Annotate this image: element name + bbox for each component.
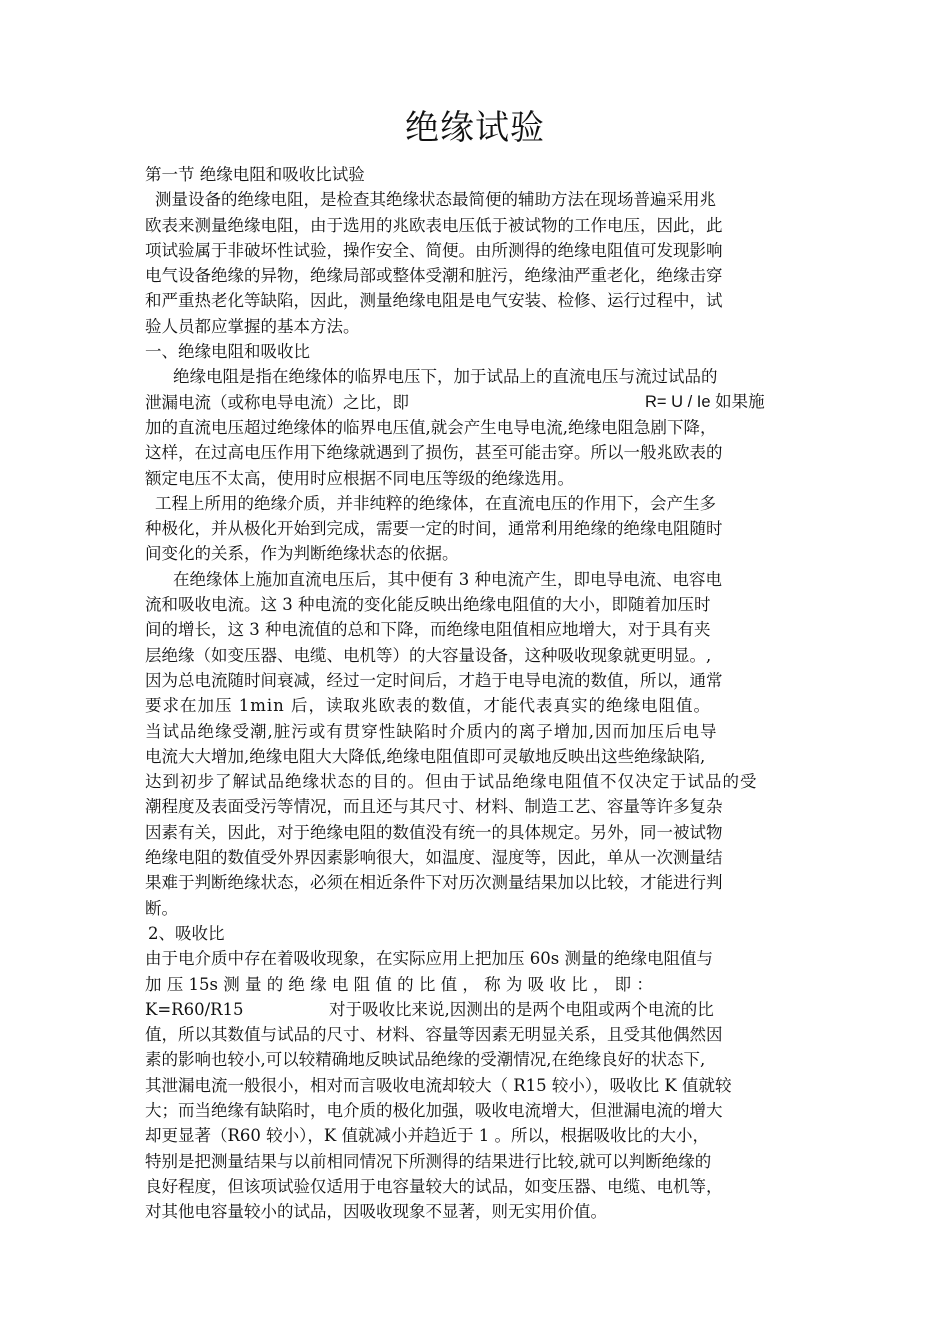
paragraph-line: 层绝缘（如变压器、电缆、电机等）的大容量设备，这种吸收现象就更明显。, [145,645,712,665]
section-heading: 第一节 绝缘电阻和吸收比试验 [145,165,365,184]
paragraph-line: 值，所以其数值与试品的尺寸、材料、容量等因素无明显关系，且受其他偶然因 [145,1025,723,1045]
paragraph-line: 间变化的关系，作为判断绝缘状态的依据。 [145,544,459,564]
paragraph-line: 绝缘电阻的数值受外界因素影响很大，如温度、湿度等，因此，单从一次测量结 [145,848,723,868]
paragraph-line: 却更显著（R60 较小），K 值就减小并趋近于 1 。所以，根据吸收比的大小， [145,1126,709,1146]
paragraph-line: 因为总电流随时间衰减，经过一定时间后，才趋于电导电流的数值，所以，通常 [145,670,723,690]
subsection-heading: 一、绝缘电阻和吸收比 [145,342,310,362]
paragraph-line: 大；而当绝缘有缺陷时，电介质的极化加强，吸收电流增大，但泄漏电流的增大 [145,1100,723,1120]
paragraph-line: 验人员都应掌握的基本方法。 [145,316,360,336]
formula-line [145,390,815,415]
paragraph-line: 由于电介质中存在着吸收现象，在实际应用上把加压 60s 测量的绝缘电阻值与 [145,949,713,969]
paragraph-line: 工程上所用的绝缘介质，并非纯粹的绝缘体，在直流电压的作用下，会产生多 [155,493,716,513]
document-body [145,162,815,1224]
formula-line [145,997,815,1022]
paragraph-line: 特别是把测量结果与以前相同情况下所测得的结果进行比较,就可以判断绝缘的 [145,1151,712,1171]
paragraph-line: 电气设备绝缘的异物，绝缘局部或整体受潮和脏污，绝缘油严重老化，绝缘击穿 [145,266,723,286]
absorption-ratio-formula: K=R60/R15 [145,999,244,1019]
formula-lead-text: 泄漏电流（或称电导电流）之比，即 [145,392,409,412]
paragraph-line: 要求在加压 1min 后，读取兆欧表的数值，才能代表真实的绝缘电阻值。 [145,696,712,716]
paragraph-line: 间的增长，这 3 种电流值的总和下降，而绝缘电阻值相应地增大，对于具有夹 [145,620,711,640]
paragraph-line: 其泄漏电流一般很小，相对而言吸收电流却较大（ R15 较小），吸收比 K 值就较 [145,1075,732,1095]
paragraph-line: 测量设备的绝缘电阻，是检查其绝缘状态最简便的辅助方法在现场普遍采用兆 [155,190,716,210]
paragraph-line: 这样，在过高电压作用下绝缘就遇到了损伤，甚至可能击穿。所以一般兆欧表的 [145,443,723,463]
paragraph-line: 因素有关，因此，对于绝缘电阻的数值没有统一的具体规定。另外，同一被试物 [145,822,723,842]
paragraph-line: 项试验属于非破坏性试验，操作安全、简便。由所测得的绝缘电阻值可发现影响 [145,240,723,260]
paragraph-line: 果难于判断绝缘状态，必须在相近条件下对历次测量结果加以比较，才能进行判 [145,873,723,893]
paragraph-line: 种极化，并从极化开始到完成，需要一定的时间，通常利用绝缘的绝缘电阻随时 [145,519,723,539]
paragraph-line: 电流大大增加,绝缘电阻大大降低,绝缘电阻值即可灵敏地反映出这些绝缘缺陷, [145,746,706,766]
paragraph-line: 素的影响也较小,可以较精确地反映试品绝缘的受潮情况,在绝缘良好的状态下, [145,1050,706,1070]
paragraph-line-tail: 对于吸收比来说,因测出的是两个电阻或两个电流的比 [329,999,714,1019]
subsection-heading: 2、吸收比 [148,923,225,943]
paragraph-line: 当试品绝缘受潮,脏污或有贯穿性缺陷时介质内的离子增加,因而加压后电导 [145,721,718,741]
paragraph-line: 达到初步了解试品绝缘状态的目的。但由于试品绝缘电阻值不仅决定于试品的受 [145,772,758,792]
resistance-formula: R= U / Ie 如果施 [645,392,765,411]
document-title: 绝缘试验 [405,108,545,148]
paragraph-line: 额定电压不太高，使用时应根据不同电压等级的绝缘选用。 [145,468,574,488]
paragraph-line: 绝缘电阻是指在绝缘体的临界电压下，加于试品上的直流电压与流过试品的 [173,367,718,387]
paragraph-line: 欧表来测量绝缘电阻，由于选用的兆欧表电压低于被试物的工作电压，因此，此 [145,215,723,235]
paragraph-line: 潮程度及表面受污等情况，而且还与其尺寸、材料、制造工艺、容量等许多复杂 [145,797,723,817]
paragraph-line: 断。 [145,898,178,918]
paragraph-line: 加的直流电压超过绝缘体的临界电压值,就会产生电导电流,绝缘电阻急剧下降， [145,417,717,437]
paragraph-line: 流和吸收电流。这 3 种电流的变化能反映出绝缘电阻值的大小，即随着加压时 [145,595,711,615]
paragraph-line: 对其他电容量较小的试品，因吸收现象不显著，则无实用价值。 [145,1202,607,1222]
paragraph-line: 加 压 15s 测 量 的 绝 缘 电 阻 值 的 比 值 ， 称 为 吸 收 比 ， 即 ： [145,974,653,994]
paragraph-line: 和严重热老化等缺陷，因此，测量绝缘电阻是电气安装、检修、运行过程中，试 [145,291,723,311]
paragraph-line: 在绝缘体上施加直流电压后，其中便有 3 种电流产生，即电导电流、电容电 [173,569,722,589]
paragraph-line: 良好程度，但该项试验仅适用于电容量较大的试品，如变压器、电缆、电机等， [145,1176,723,1196]
